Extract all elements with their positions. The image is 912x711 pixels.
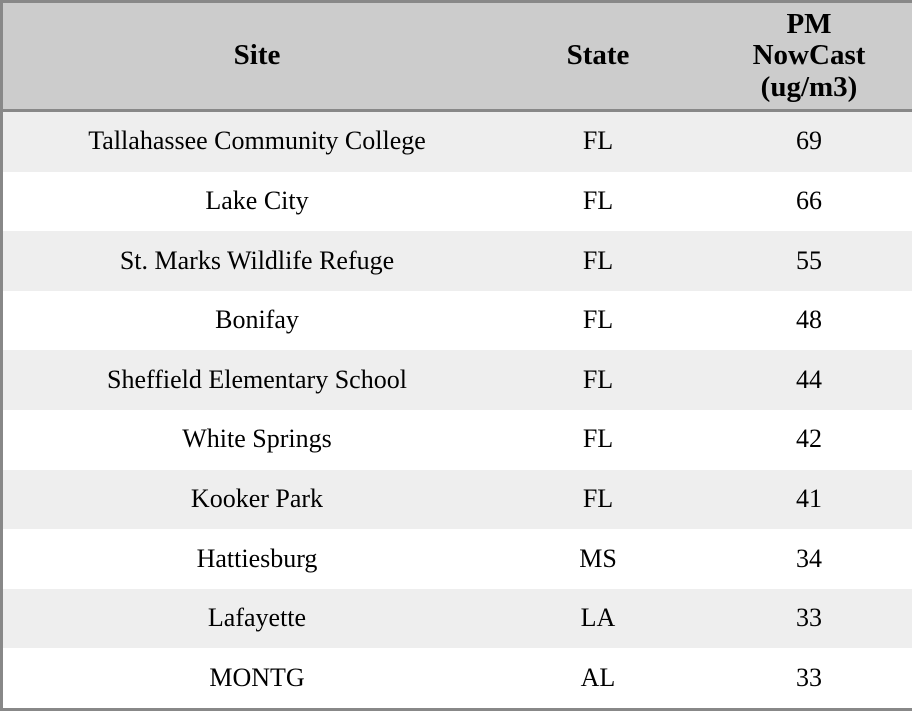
column-header-pm-nowcast [685, 3, 912, 110]
cell-state: FL [582, 484, 614, 514]
cell-value: 44 [796, 364, 822, 394]
cell-site: Lafayette [207, 603, 307, 633]
table-row [3, 350, 912, 410]
table-row [3, 648, 912, 708]
cell-state: LA [580, 603, 616, 633]
cell-site: Kooker Park [190, 484, 324, 514]
cell-state: FL [582, 186, 614, 216]
table-row [3, 410, 912, 470]
cell-state: FL [582, 126, 614, 156]
cell-site: St. Marks Wildlife Refuge [119, 245, 395, 275]
column-header-site: Site [3, 3, 511, 110]
cell-value: 48 [796, 305, 822, 335]
cell-state: FL [582, 424, 614, 454]
table-row [3, 291, 912, 351]
column-header-pm-nowcast-line1: PM [786, 8, 832, 40]
cell-site: Sheffield Elementary School [107, 364, 407, 394]
table-row [3, 231, 912, 291]
cell-value: 41 [796, 484, 822, 514]
cell-value: 66 [796, 186, 822, 216]
table-header [3, 3, 912, 110]
cell-value: 55 [796, 245, 822, 275]
cell-state: FL [582, 245, 614, 275]
table-header-row [3, 3, 912, 110]
cell-site: Lake City [205, 186, 309, 216]
column-header-pm-nowcast-line2: NowCast [752, 39, 866, 72]
table-row [3, 172, 912, 232]
cell-value: 42 [796, 424, 822, 454]
cell-value: 33 [796, 603, 822, 633]
cell-site: Bonifay [215, 305, 299, 335]
cell-state: FL [582, 305, 614, 335]
table-row [3, 470, 912, 530]
table-row [3, 589, 912, 649]
cell-value: 69 [796, 126, 822, 156]
pm-nowcast-table [3, 3, 912, 708]
cell-state: FL [582, 364, 614, 394]
cell-value: 33 [796, 662, 822, 692]
cell-site: Tallahassee Community College [88, 126, 426, 156]
column-header-state: State [511, 3, 685, 110]
cell-state: AL [580, 662, 616, 692]
table-body [3, 110, 912, 708]
column-header-pm-nowcast-line3: (ug/m3) [760, 70, 858, 103]
table-row [3, 529, 912, 589]
cell-site: White Springs [182, 424, 332, 454]
table-row [3, 110, 912, 171]
cell-value: 34 [796, 543, 822, 573]
cell-state: MS [579, 543, 617, 573]
cell-site: Hattiesburg [196, 543, 318, 573]
cell-site: MONTG [209, 662, 305, 692]
